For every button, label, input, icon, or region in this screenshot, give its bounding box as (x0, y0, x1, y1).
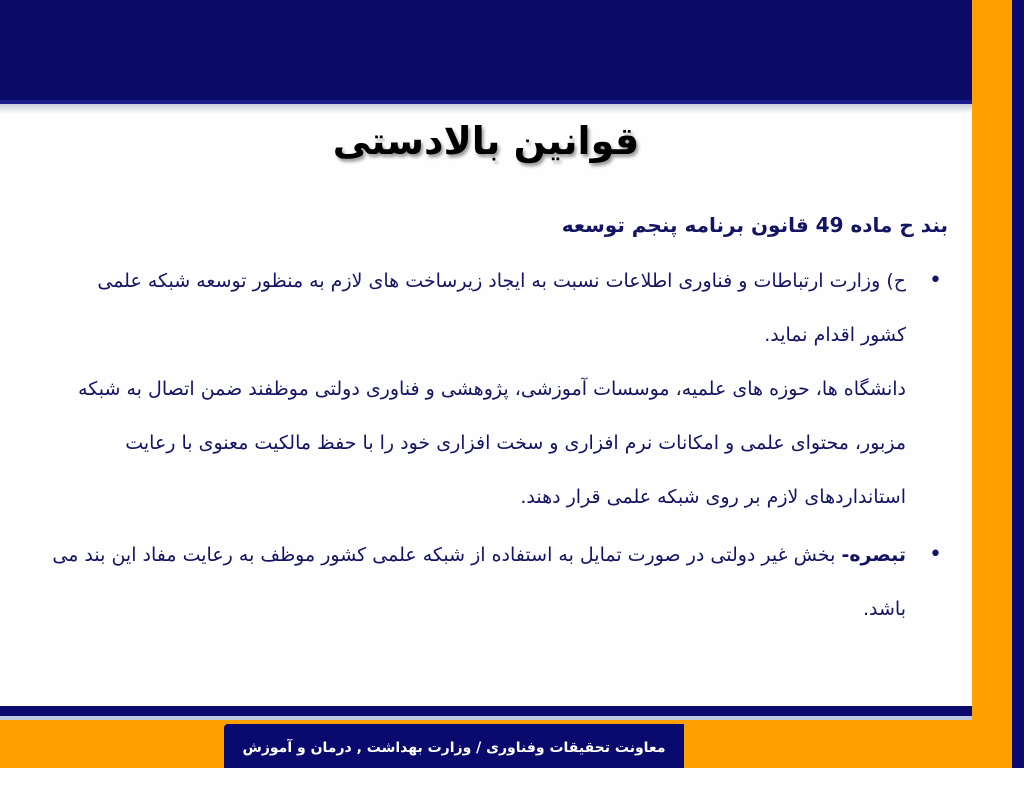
bullet-item-2 (48, 528, 948, 636)
bullet-item-1 (48, 254, 948, 524)
header-band-inner (0, 0, 972, 104)
bullet-list (48, 254, 948, 636)
footer-text: معاونت تحقیقات وفناوری / وزارت بهداشت , درمان و آموزش پزشکی (242, 740, 666, 796)
slide-subtitle: بند ح ماده 49 قانون برنامه پنجم توسعه (561, 213, 948, 237)
note-label: تبصره- (841, 544, 906, 566)
bullet-1-paragraph-2: دانشگاه ها، حوزه های علمیه، موسسات آموزشی، پژوهشی و فناوری دولتی موظفند ضمن اتصال به شبکه مزبور، محتوای علمی و امکانات نرم افزاری و سخت افزاری خود را با حفظ مالکیت معنوی با رعایت استانداردهای لازم بر روی شبکه علمی قرار دهند. (78, 378, 906, 508)
slide-title: قوانین بالادستی (332, 119, 640, 163)
bullet-1-paragraph-1: ح) وزارت ارتباطات و فناوری اطلاعات نسبت به ایجاد زیرساخت های لازم به منظور توسعه شبکه علمی کشور اقدام نماید. (97, 270, 906, 346)
slide-body (48, 200, 948, 640)
side-accent-bar (972, 0, 1012, 768)
header-shadow (0, 104, 972, 114)
note-text: بخش غیر دولتی در صورت تمایل به استفاده از شبکه علمی کشور موظف به رعایت مفاد این بند می باشد. (52, 544, 906, 620)
footer-stripe (0, 706, 972, 716)
bullet-2-paragraph (48, 528, 906, 636)
bullet-dot-icon: • (929, 542, 942, 567)
bullet-dot-icon: • (929, 268, 942, 293)
side-edge-bar (1012, 0, 1024, 768)
